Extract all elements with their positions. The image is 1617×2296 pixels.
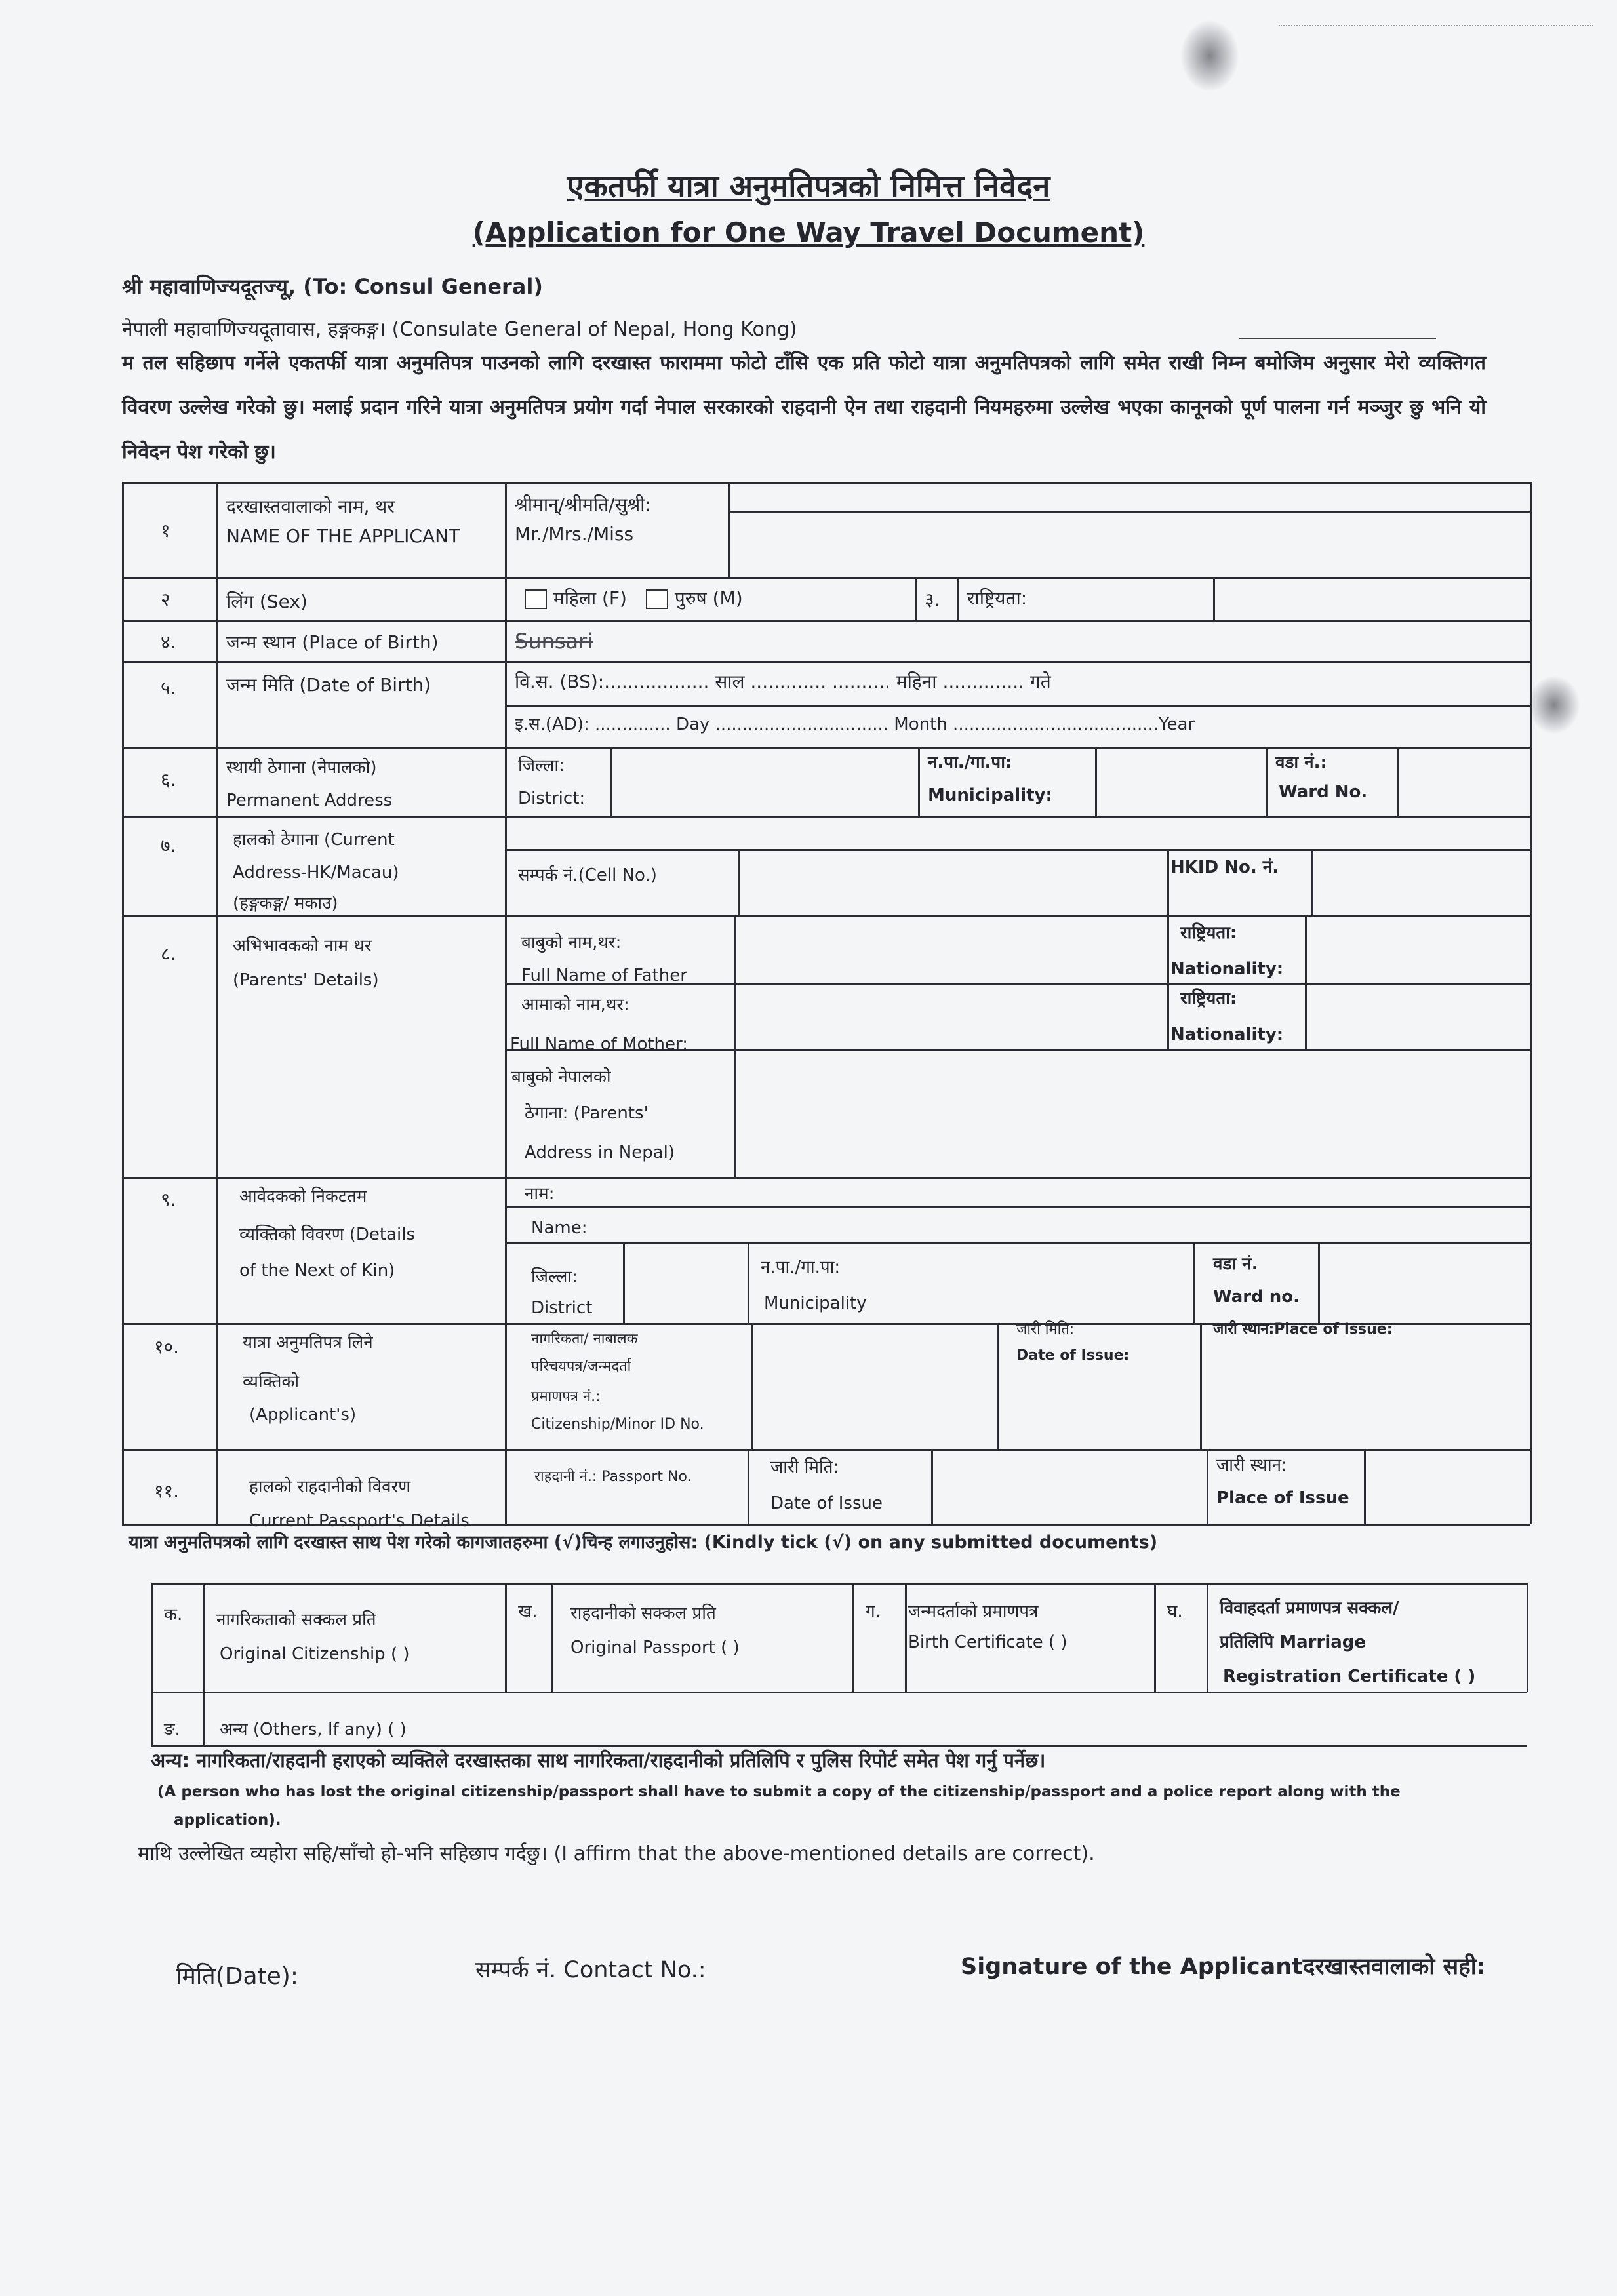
row-1-number: १ (161, 520, 170, 542)
date-label[interactable]: मिति(Date): (176, 1963, 298, 1990)
row-10-number: १०. (154, 1336, 180, 1358)
mother-name-label-en: Full Name of Mother: (510, 1035, 689, 1054)
row-5-number: ५. (161, 677, 176, 699)
scan-edge-dots (1279, 25, 1593, 26)
sex-label: लिंग (Sex) (226, 591, 308, 612)
intro-paragraph: म तल सहिछाप गर्नेले एकतर्फी यात्रा अनुमतिपत्र पाउनको लागि दरखास्त फाराममा फोटो टाँसि एक प्रति फोटो यात्रा अनुमतिपत्रको लागि समेत राखी निम्न बमोजिम अनुसार मेरो व्यक्तिगत विवरण उल्लेख गरेको छु। मलाई प्रदान गरिने यात्रा अनुमतिपत्र प्रयोग गर्दा नेपाल सरकारको राहदानी ऐन तथा राहदानी नियमहरुमा उल्लेख भएका कानूनको पूर्ण पालना गर्न मञ्जुर छु भनि यो निवेदन पेश गरेको छु। (122, 351, 1486, 464)
kin-district-label-np: जिल्ला: (531, 1267, 578, 1287)
addressee-blank (1239, 338, 1436, 339)
ward-label-en: Ward No. (1279, 782, 1368, 802)
id-issue-date-label-en: Date of Issue: (1016, 1347, 1130, 1364)
current-address-label-3: (हङ्गकङ्ग/ मकाउ) (233, 894, 338, 913)
father-nationality-label-en: Nationality: (1170, 959, 1284, 979)
row-3-number: ३. (925, 589, 940, 610)
title-prefix-en: Mr./Mrs./Miss (515, 523, 634, 545)
title-prefix-np: श्रीमान्/श्रीमति/सुश्री: (515, 494, 651, 515)
ward-label-np: वडा नं.: (1275, 753, 1327, 772)
passport-issue-place-label-en: Place of Issue (1216, 1488, 1349, 1508)
applicant-name-label-en: NAME OF THE APPLICANT (226, 525, 460, 547)
row-11-number: ११. (154, 1480, 180, 1502)
signature-label[interactable]: Signature of the Applicantदरखास्तवालाको सही: (961, 1954, 1486, 1980)
kin-ward-label-en: Ward no. (1213, 1287, 1300, 1307)
next-of-kin-label-3: of the Next of Kin) (239, 1261, 395, 1280)
doc-a-mark: क. (164, 1605, 183, 1625)
kin-municipality-label-en: Municipality (764, 1294, 867, 1313)
page-title-nepali: एकतर्फी यात्रा अनुमतिपत्रको निमित्त निवेदन (567, 168, 1050, 205)
dob-ad-line[interactable]: इ.स.(AD): .............. Day ................................ Month ......................................Year (515, 715, 1195, 734)
row-2-number: २ (161, 589, 170, 610)
citizenship-id-label-3: प्रमाणपत्र नं.: (531, 1389, 601, 1405)
contact-label[interactable]: सम्पर्क नं. Contact No.: (475, 1957, 706, 1983)
nationality-label: राष्ट्रियता: (967, 587, 1028, 609)
lost-document-note-en-1: (A person who has lost the original citizenship/passport shall have to submit a copy of the citizenship/passport and a police report along with the (157, 1783, 1401, 1800)
parents-address-label-1: बाबुको नेपालको (511, 1067, 611, 1087)
applicant-id-label-3: (Applicant's) (249, 1405, 357, 1425)
female-checkbox[interactable] (525, 589, 547, 609)
doc-d-label-np-1: विवाहदर्ता प्रमाणपत्र सक्कल/ (1220, 1598, 1399, 1618)
doc-d-label-np-2: प्रतिलिपि Marriage (1220, 1633, 1367, 1652)
mother-name-field[interactable] (738, 987, 1164, 1046)
doc-a-label-np: नागरिकताको सक्कल प्रति (216, 1610, 376, 1630)
dob-bs-line[interactable]: वि.स. (BS):.................. साल ............. .......... महिना .............. गते (515, 671, 1051, 692)
citizenship-id-label-1: नागरिकता/ नाबालक (531, 1331, 638, 1347)
kin-name-label-np: नाम: (525, 1184, 555, 1204)
doc-b-original-passport[interactable]: Original Passport ( ) (570, 1638, 740, 1657)
parents-label-2: (Parents' Details) (233, 970, 379, 990)
municipality-label-np: न.पा./गा.पा: (928, 753, 1012, 772)
passport-issue-date-label-en: Date of Issue (770, 1494, 883, 1513)
cell-number-field[interactable] (741, 852, 1164, 913)
permanent-address-label-en: Permanent Address (226, 791, 393, 810)
current-address-label-1: हालको ठेगाना (Current (233, 830, 395, 850)
permanent-address-label-np: स्थायी ठेगाना (नेपालको) (226, 758, 377, 778)
district-field[interactable] (613, 751, 915, 813)
father-name-field[interactable] (738, 918, 1164, 980)
lost-document-note-np: अन्य: नागरिकता/राहदानी हराएको व्यक्तिले दरखास्तका साथ नागरिकता/राहदानीको प्रतिलिपि र पुलिस रिपोर्ट समेत पेश गर्नु पर्नेछ। (151, 1749, 1046, 1771)
citizenship-id-label-4: Citizenship/Minor ID No. (531, 1416, 704, 1433)
sex-options (525, 582, 743, 615)
doc-d-mark: घ. (1167, 1602, 1183, 1621)
applicant-name-field[interactable] (731, 514, 1528, 574)
cell-number-label: सम्पर्क नं.(Cell No.) (518, 865, 657, 885)
district-label-np: जिल्ला: (518, 756, 565, 776)
affirmation: माथि उल्लेखित व्यहोरा सहि/साँचो हो-भनि सहिछाप गर्दछु। (I affirm that the above-mentioned details are correct). (138, 1842, 1095, 1865)
passport-details-label-1: हालको राहदानीको विवरण (249, 1477, 411, 1497)
row-4-number: ४. (161, 631, 176, 653)
parents-address-label-3: Address in Nepal) (525, 1143, 675, 1162)
passport-number-label: राहदानी नं.: Passport No. (534, 1469, 692, 1485)
male-label: पुरुष (M) (674, 587, 743, 609)
citizenship-id-label-2: परिचयपत्र/जन्मदर्ता (531, 1358, 631, 1375)
applicant-name-label-np: दरखास्तवालाको नाम, थर (226, 496, 395, 517)
parents-label-1: अभिभावकको नाम थर (233, 936, 372, 956)
doc-b-mark: ख. (518, 1602, 538, 1621)
kin-municipality-label-np: न.पा./गा.पा: (761, 1257, 841, 1277)
kin-name-field[interactable] (738, 1180, 1528, 1205)
next-of-kin-label-2: व्यक्तिको विवरण (Details (239, 1225, 416, 1244)
hkid-field[interactable] (1315, 852, 1528, 913)
passport-details-label-2: Current Passport's Details (249, 1511, 469, 1531)
father-nationality-label-np: राष्ट्रियता: (1180, 923, 1237, 943)
doc-c-birth-certificate[interactable]: Birth Certificate ( ) (908, 1633, 1068, 1652)
mother-nationality-label-en: Nationality: (1170, 1025, 1284, 1044)
parents-address-field[interactable] (738, 1052, 1528, 1174)
id-issue-date-label-np: जारी मिति: (1016, 1321, 1075, 1337)
doc-b-label-np: राहदानीको सक्कल प्रति (570, 1604, 716, 1623)
id-issue-place-label: जारी स्थान:Place of Issue: (1213, 1321, 1393, 1337)
female-label: महिला (F) (553, 587, 627, 609)
row-8-number: ८. (161, 943, 176, 964)
father-name-label-en: Full Name of Father (521, 966, 687, 985)
birthplace-label: जन्म स्थान (Place of Birth) (226, 631, 439, 653)
applicant-id-label-1: यात्रा अनुमतिपत्र लिने (243, 1333, 373, 1353)
doc-e-others[interactable]: अन्य (Others, If any) ( ) (220, 1720, 407, 1739)
birthplace-value[interactable]: Sunsari (515, 629, 593, 654)
male-checkbox[interactable] (646, 589, 668, 609)
addressee-line-2: नेपाली महावाणिज्यदूतावास, हङ्गकङ्ग। (Consulate General of Nepal, Hong Kong) (122, 318, 797, 341)
parents-address-label-2: ठेगाना: (Parents' (525, 1103, 649, 1123)
page-title-english: (Application for One Way Travel Document) (472, 216, 1145, 248)
documents-heading: यात्रा अनुमतिपत्रको लागि दरखास्त साथ पेश गरेको कागजातहरुमा (√)चिन्ह लगाउनुहोस: (Kindly tick (√) on any submitted documents) (129, 1532, 1158, 1553)
row-9-number: ९. (161, 1189, 176, 1210)
addressee-line-1: श्री महावाणिज्यदूतज्यू, (To: Consul General) (122, 274, 543, 299)
row-7-number: ७. (161, 835, 176, 856)
dob-label: जन्म मिति (Date of Birth) (226, 674, 431, 696)
kin-ward-label-np: वडा नं. (1213, 1254, 1258, 1274)
passport-issue-place-label-np: जारी स्थान: (1216, 1455, 1287, 1475)
hkid-label: HKID No. नं. (1170, 858, 1279, 877)
father-name-label-np: बाबुको नाम,थर: (521, 933, 622, 953)
current-address-label-2: Address-HK/Macau) (233, 863, 399, 882)
lost-document-note-en-2: application). (174, 1811, 281, 1829)
kin-name-label-en: Name: (531, 1218, 588, 1238)
applicant-id-label-2: व्यक्तिको (243, 1372, 300, 1392)
doc-c-label-np: जन्मदर्ताको प्रमाणपत्र (908, 1602, 1039, 1621)
doc-a-original-citizenship[interactable]: Original Citizenship ( ) (220, 1644, 410, 1664)
mother-nationality-label-np: राष्ट्रियता: (1180, 989, 1237, 1008)
passport-issue-date-label-np: जारी मिति: (770, 1457, 839, 1477)
row-6-number: ६. (161, 769, 176, 791)
scan-smudge (1180, 20, 1239, 92)
kin-district-label-en: District (531, 1298, 593, 1318)
mother-name-label-np: आमाको नाम,थर: (521, 995, 629, 1015)
doc-c-mark: ग. (866, 1602, 881, 1621)
district-label-en: District: (518, 789, 586, 808)
doc-e-mark: ङ. (164, 1720, 180, 1739)
municipality-label-en: Municipality: (928, 785, 1052, 805)
next-of-kin-label-1: आवेदकको निकटतम (239, 1187, 367, 1206)
citizenship-id-field[interactable] (754, 1326, 993, 1446)
doc-d-marriage-certificate[interactable]: Registration Certificate ( ) (1223, 1667, 1476, 1686)
current-address-field[interactable] (508, 820, 1528, 846)
scan-smudge (1528, 675, 1580, 734)
